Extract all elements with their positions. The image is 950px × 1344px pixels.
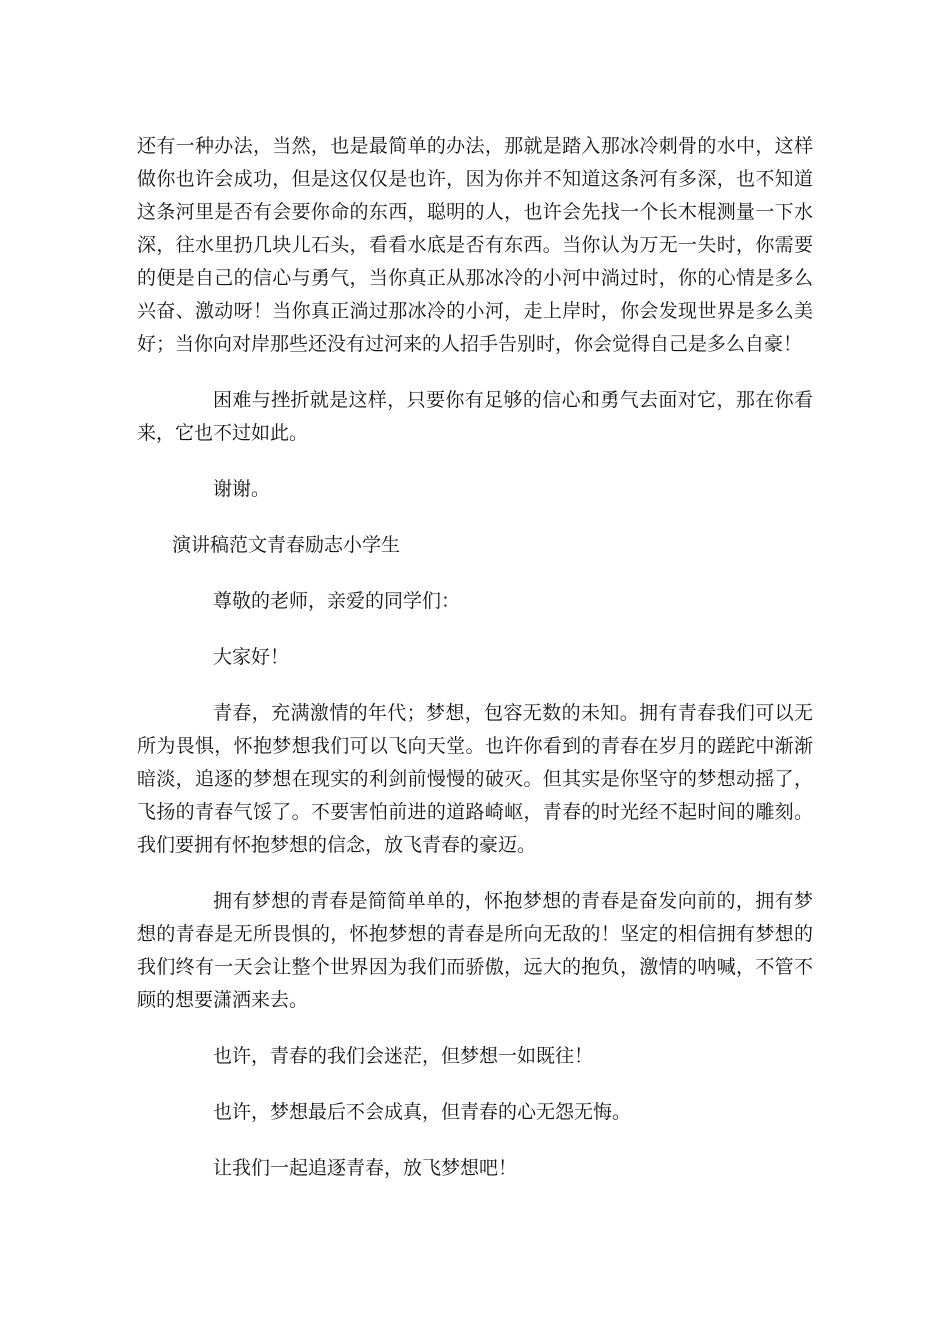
paragraph-greeting: 大家好！: [213, 646, 290, 668]
paragraph-thanks: 谢谢。: [213, 478, 271, 500]
paragraph-maybe-lost: 也许，青春的我们会迷茫，但梦想一如既往！: [213, 1045, 594, 1067]
paragraph-salutation: 尊敬的老师，亲爱的同学们：: [213, 590, 461, 612]
paragraph-river-method: 还有一种办法，当然，也是最简单的办法，那就是踏入那冰冷刺骨的水中，这样做你也许会成功，但是这仅仅是也许，因为你并不知道这条河有多深，也不知道这条河里是否有会要你命的东西，聪明的人，也许会先找一个长木棍测量一下水深，往水里扔几块儿石头，看看水底是否有东西。当你认为万无一失时，你需要的便是自己的信心与勇气，当你真正从那冰冷的小河中淌过时，你的心情是多么兴奋、激动呀！当你真正淌过那冰冷的小河，走上岸时，你会发现世界是多么美好；当你向对岸那些还没有过河来的人招手告别时，你会觉得自己是多么自豪！: [137, 135, 813, 355]
paragraph-youth-dream: 拥有梦想的青春是简简单单的，怀抱梦想的青春是奋发向前的，拥有梦想的青春是无所畏惧的，怀抱梦想的青春是所向无敌的！坚定的相信拥有梦想的我们终有一天会让整个世界因为我们而骄傲，远大的抱负，激情的呐喊，不管不顾的想要潇洒来去。: [137, 890, 813, 1011]
paragraph-closing: 让我们一起追逐青春，放飞梦想吧！: [213, 1157, 518, 1179]
paragraph-difficulty: 困难与挫折就是这样，只要你有足够的信心和勇气去面对它，那在你看来，它也不过如此。: [137, 389, 813, 444]
paragraph-maybe-dream: 也许，梦想最后不会成真，但青春的心无怨无悔。: [213, 1101, 632, 1123]
section-title: 演讲稿范文青春励志小学生: [172, 534, 401, 556]
paragraph-youth-passion: 青春，充满激情的年代；梦想，包容无数的未知。拥有青春我们可以无所为畏惧，怀抱梦想我们可以飞向天堂。也许你看到的青春在岁月的蹉跎中渐渐暗淡，追逐的梦想在现实的利剑前慢慢的破灭。但其实是你坚守的梦想动摇了，飞扬的青春气馁了。不要害怕前进的道路崎岖，青春的时光经不起时间的雕刻。我们要拥有怀抱梦想的信念，放飞青春的豪迈。: [137, 702, 813, 856]
